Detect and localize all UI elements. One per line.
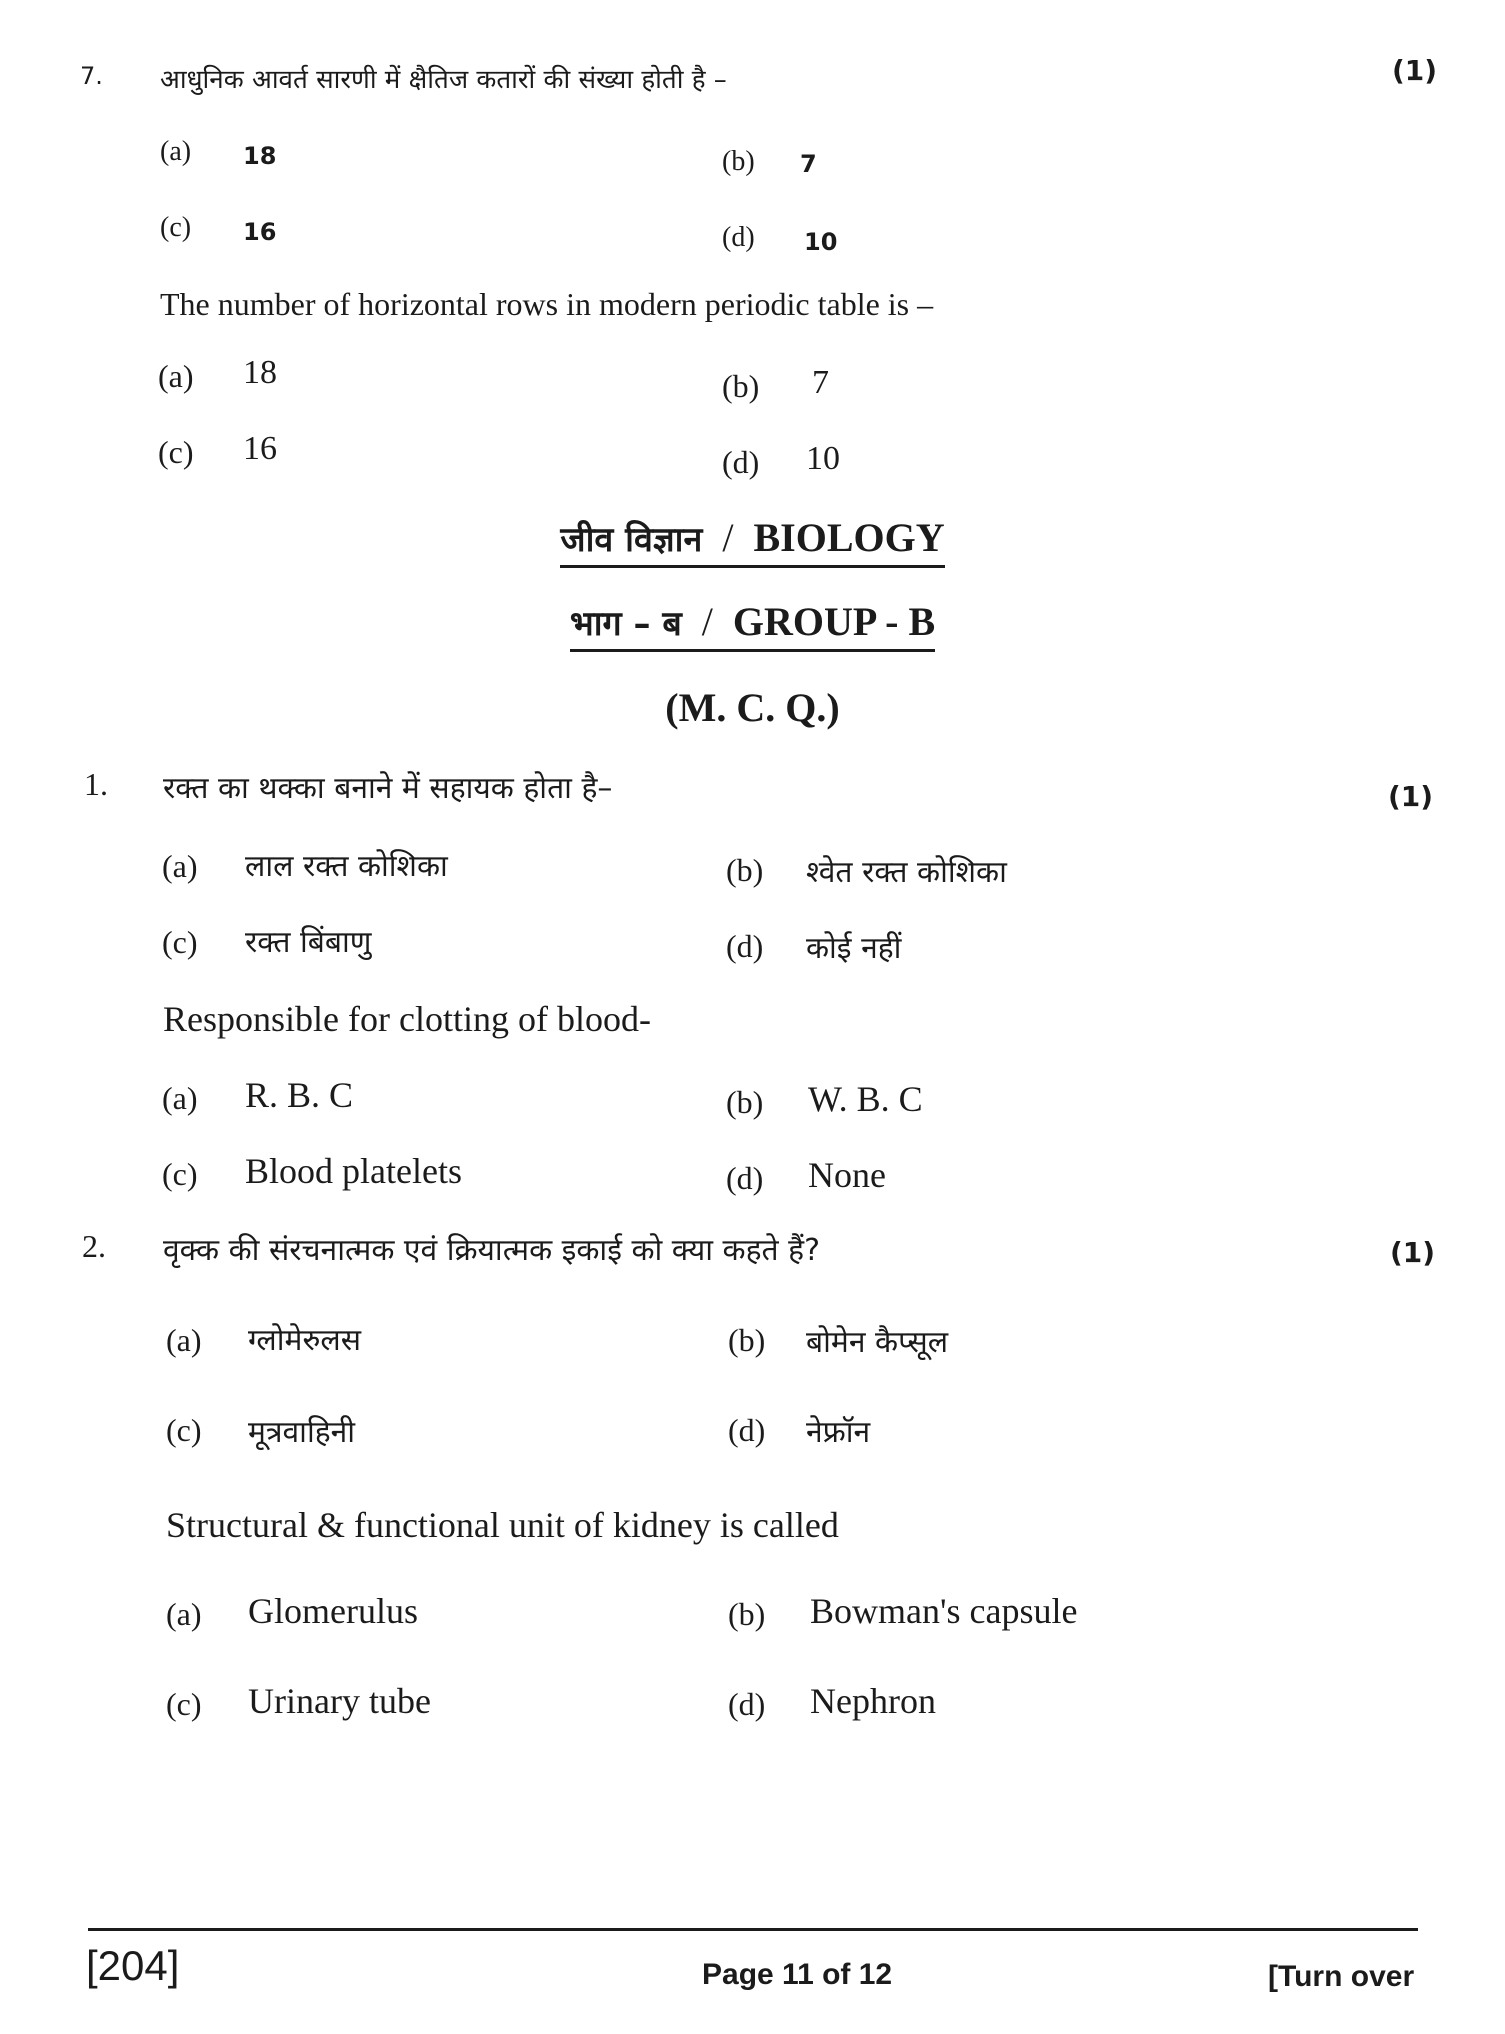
option-letter: (c) bbox=[162, 924, 198, 960]
option-letter: (c) bbox=[160, 212, 192, 243]
subject-heading-hindi: जीव विज्ञान bbox=[560, 520, 703, 560]
option-text: बोमेन कैप्सूल bbox=[806, 1325, 949, 1360]
question-marks: (1) bbox=[1392, 54, 1438, 87]
question-number: 7. bbox=[80, 62, 103, 90]
option-letter: (b) bbox=[726, 1084, 764, 1120]
question-number: 1. bbox=[84, 766, 108, 802]
question-text-hindi: आधुनिक आवर्त सारणी में क्षैतिज कतारों की संख्या होती है – bbox=[160, 65, 727, 95]
option-letter: (a) bbox=[162, 1080, 198, 1116]
option-text: 10 bbox=[804, 228, 838, 256]
option-text: ग्लोमेरुलस bbox=[248, 1323, 362, 1358]
question-text-english: Structural & functional unit of kidney is called bbox=[166, 1505, 839, 1545]
question-text-hindi: रक्त का थक्का बनाने में सहायक होता है– bbox=[163, 771, 613, 806]
option-letter: (d) bbox=[726, 928, 764, 964]
option-letter: (b) bbox=[722, 368, 760, 404]
option-text: Nephron bbox=[810, 1681, 936, 1721]
option-letter: (a) bbox=[160, 136, 192, 167]
option-text: लाल रक्त कोशिका bbox=[245, 849, 448, 884]
group-heading-english: GROUP - B bbox=[732, 599, 936, 644]
option-text: 7 bbox=[812, 364, 829, 401]
option-text: 18 bbox=[243, 354, 277, 391]
group-heading bbox=[0, 598, 1505, 652]
group-heading-hindi: भाग – ब bbox=[569, 604, 682, 644]
heading-separator: / bbox=[722, 515, 734, 560]
footer-divider bbox=[88, 1928, 1418, 1931]
option-letter: (b) bbox=[728, 1322, 766, 1358]
option-text: 10 bbox=[806, 440, 840, 477]
option-letter: (b) bbox=[726, 852, 764, 888]
option-text: 18 bbox=[243, 142, 277, 170]
option-text: मूत्रवाहिनी bbox=[248, 1415, 356, 1450]
option-letter: (b) bbox=[728, 1596, 766, 1632]
subject-heading bbox=[0, 514, 1505, 568]
option-text: श्वेत रक्त कोशिका bbox=[806, 855, 1007, 890]
option-letter: (c) bbox=[158, 434, 194, 470]
question-text-english: Responsible for clotting of blood- bbox=[163, 999, 651, 1039]
subject-heading-english: BIOLOGY bbox=[753, 515, 945, 560]
option-text: नेफ्रॉन bbox=[806, 1415, 871, 1450]
option-text: कोई नहीं bbox=[806, 931, 902, 966]
question-marks: (1) bbox=[1390, 1236, 1436, 1269]
option-text: Blood platelets bbox=[245, 1151, 462, 1191]
option-text: 7 bbox=[800, 150, 817, 178]
option-letter: (d) bbox=[722, 444, 760, 480]
option-letter: (c) bbox=[162, 1156, 198, 1192]
option-text: 16 bbox=[243, 218, 277, 246]
question-marks: (1) bbox=[1388, 780, 1434, 813]
question-text-english: The number of horizontal rows in modern periodic table is – bbox=[160, 286, 934, 322]
option-text: W. B. C bbox=[808, 1079, 923, 1119]
option-letter: (a) bbox=[166, 1596, 202, 1632]
option-letter: (d) bbox=[728, 1412, 766, 1448]
paper-code: [204] bbox=[86, 1942, 180, 1989]
option-letter: (d) bbox=[726, 1160, 764, 1196]
option-text: Glomerulus bbox=[248, 1591, 418, 1631]
question-text-hindi: वृक्क की संरचनात्मक एवं क्रियात्मक इकाई को क्या कहते हैं? bbox=[163, 1233, 821, 1268]
option-letter: (d) bbox=[722, 222, 755, 253]
option-letter: (a) bbox=[166, 1322, 202, 1358]
option-text: रक्त बिंबाणु bbox=[245, 925, 372, 960]
section-heading: (M. C. Q.) bbox=[665, 685, 840, 730]
turn-over-note: [Turn over bbox=[1268, 1960, 1415, 1993]
question-number: 2. bbox=[82, 1228, 106, 1264]
option-letter: (c) bbox=[166, 1686, 202, 1722]
option-text: 16 bbox=[243, 430, 277, 467]
heading-separator: / bbox=[701, 599, 713, 644]
option-letter: (a) bbox=[158, 358, 194, 394]
option-text: None bbox=[808, 1155, 886, 1195]
option-letter: (a) bbox=[162, 848, 198, 884]
option-text: Urinary tube bbox=[248, 1681, 431, 1721]
option-text: R. B. C bbox=[245, 1075, 354, 1115]
page-number: Page 11 of 12 bbox=[702, 1958, 893, 1991]
option-letter: (b) bbox=[722, 146, 755, 177]
option-text: Bowman's capsule bbox=[810, 1591, 1078, 1631]
option-letter: (d) bbox=[728, 1686, 766, 1722]
option-letter: (c) bbox=[166, 1412, 202, 1448]
